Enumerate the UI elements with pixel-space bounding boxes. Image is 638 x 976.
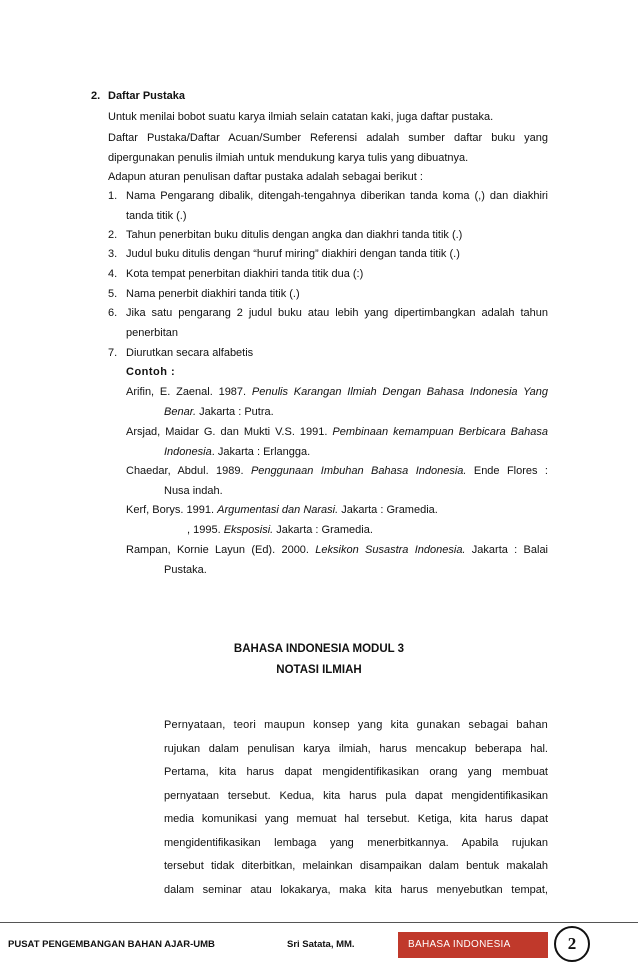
reference-publisher: Jakarta : Putra.: [196, 406, 274, 418]
section-number: 2.: [91, 90, 101, 102]
paragraph-line: Pernyataan, teori maupun konsep yang kita gunakan sebagai bahan: [164, 719, 548, 731]
example-label: Contoh :: [126, 366, 176, 378]
rules-intro: Adapun aturan penulisan daftar pustaka adalah sebagai berikut :: [108, 171, 423, 183]
reference-entry: [187, 524, 373, 536]
reference-author: Rampan, Kornie Layun (Ed). 2000.: [126, 544, 316, 556]
reference-title: Pembinaan kemampuan Berbicara Bahasa: [332, 426, 548, 438]
reference-title: Penulis Karangan Ilmiah Dengan Bahasa Indonesia Yang: [251, 386, 549, 398]
reference-continuation: [164, 406, 274, 418]
intro-text: Untuk menilai bobot suatu karya ilmiah selain catatan kaki, juga daftar pustaka.: [108, 111, 494, 123]
reference-continuation: [164, 446, 310, 458]
definition-line-2: dipergunakan penulis ilmiah untuk mendukung karya tulis yang dibuatnya.: [108, 152, 469, 164]
rule-text: Jika satu pengarang 2 judul buku atau lebih yang dipertimbangkan adalah tahun: [126, 307, 548, 319]
footer-course-badge: [398, 932, 548, 958]
section-title: Daftar Pustaka: [108, 90, 186, 102]
rule-number: 1.: [108, 190, 118, 202]
reference-publisher: Ende Flores :: [466, 465, 548, 477]
rule-text-continued: penerbitan: [126, 327, 178, 339]
paragraph-line: dalam seminar atau lokakarya, maka kita harus menyebutkan tempat,: [164, 884, 548, 896]
rule-number: 2.: [108, 229, 118, 241]
footer-author: Sri Satata, MM.: [287, 939, 355, 950]
reference-author: Arifin, E. Zaenal. 1987.: [126, 386, 252, 398]
reference-publisher: Jakarta : Gramedia.: [338, 504, 438, 516]
page-number-circle: [554, 926, 590, 962]
reference-title: Leksikon Susastra Indonesia.: [315, 544, 466, 556]
rule-number: 7.: [108, 347, 118, 359]
rule-text: Tahun penerbitan buku ditulis dengan angka dan diakhri tanda titik (.): [126, 229, 463, 241]
reference-title: Indonesia: [164, 446, 212, 458]
reference-entry: [126, 426, 548, 438]
paragraph-line: media komunikasi yang memuat hal tersebut. Ketiga, kita harus dapat: [164, 813, 548, 825]
paragraph-line: pernyataan tersebut. Kedua, kita harus pula dapat mengidentifikasikan: [164, 790, 548, 802]
paragraph-line: Pertama, kita harus dapat mengidentifikasikan orang yang membuat: [164, 766, 548, 778]
definition-line-1: Daftar Pustaka/Daftar Acuan/Sumber Referensi adalah sumber daftar buku yang: [108, 132, 548, 144]
paragraph-line: tersebut tidak diterbitkan, melainkan disampaikan dalam bentuk makalah: [164, 860, 548, 872]
footer-course: BAHASA INDONESIA: [408, 939, 511, 950]
rule-text: Judul buku ditulis dengan “huruf miring” diakhiri dengan tanda titik (.): [126, 248, 460, 260]
reference-publisher: Jakarta : Gramedia.: [273, 524, 373, 536]
reference-author: Chaedar, Abdul. 1989.: [126, 465, 251, 477]
rule-number: 6.: [108, 307, 118, 319]
reference-author: Kerf, Borys. 1991.: [126, 504, 218, 516]
paragraph-line: rujukan dalam penulisan karya ilmiah, harus mencakup beberapa hal.: [164, 743, 548, 755]
reference-entry: [126, 544, 548, 556]
reference-entry: [126, 465, 548, 477]
reference-author: Arsjad, Maidar G. dan Mukti V.S. 1991.: [126, 426, 333, 438]
page-number: 2: [567, 934, 577, 953]
rule-number: 4.: [108, 268, 118, 280]
rule-text: Kota tempat penerbitan diakhiri tanda titik dua (:): [126, 268, 364, 280]
rule-number: 3.: [108, 248, 118, 260]
footer-divider: [0, 922, 638, 923]
module-title: BAHASA INDONESIA MODUL 3: [233, 643, 405, 655]
reference-title: Penggunaan Imbuhan Bahasa Indonesia.: [250, 465, 467, 477]
reference-entry: [126, 504, 438, 516]
reference-title: Eksposisi.: [223, 524, 274, 536]
reference-entry: [126, 386, 548, 398]
footer-institution: PUSAT PENGEMBANGAN BAHAN AJAR-UMB: [8, 939, 215, 950]
reference-title: Benar.: [164, 406, 197, 418]
paragraph-line: mengidentifikasikan lembaga yang menerbitkannya. Apabila rujukan: [164, 837, 548, 849]
rule-text-continued: tanda titik (.): [126, 210, 187, 222]
reference-year: , 1995.: [187, 524, 224, 536]
module-subtitle: NOTASI ILMIAH: [276, 664, 362, 676]
reference-title: Argumentasi dan Narasi.: [217, 504, 339, 516]
reference-continuation: Nusa indah.: [164, 485, 223, 497]
rule-text: Nama penerbit diakhiri tanda titik (.): [126, 288, 300, 300]
rule-text: Diurutkan secara alfabetis: [126, 347, 254, 359]
rule-number: 5.: [108, 288, 118, 300]
reference-publisher: Jakarta : Balai: [465, 544, 549, 556]
reference-continuation: Pustaka.: [164, 564, 207, 576]
rule-text: Nama Pengarang dibalik, ditengah-tengahnya diberikan tanda koma (,) dan diakhiri: [126, 190, 548, 202]
reference-publisher: . Jakarta : Erlangga.: [211, 446, 311, 458]
